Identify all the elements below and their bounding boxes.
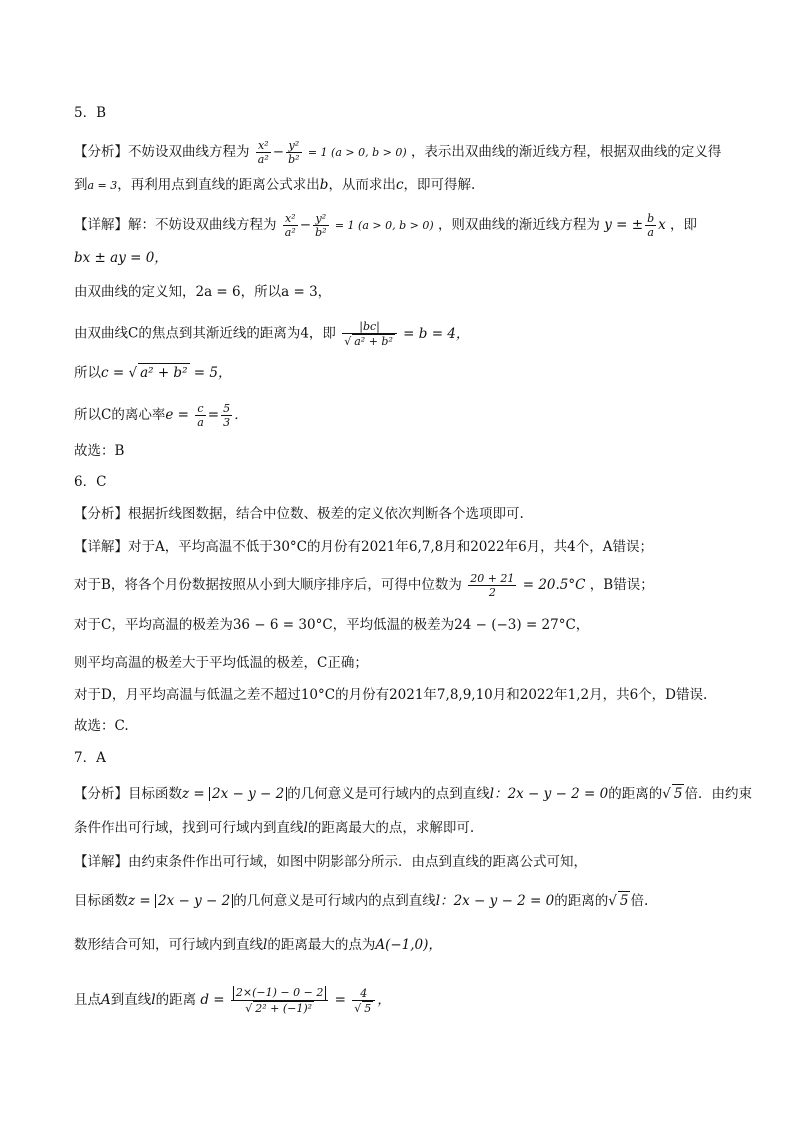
- analysis-7-line-1: 【分析】目标函数z = 2x − y − 2 的几何意义是可行域内的点到直线l：2x − y − 2 = 0的距离的√ 5 倍．由约束: [74, 786, 752, 802]
- detail-6-line-3: 对于C，平均高温的极差为36 − 6 = 30°C，平均低温的极差为24 − (−3) = 27°C，: [74, 617, 590, 633]
- answer-7-heading: 7．A: [74, 750, 106, 766]
- text: 【分析】不妨设双曲线方程为: [74, 144, 250, 160]
- hyperbola-equation: $\frac{\text{x²}}{\text{a²}}$ − $\frac{\text{y²}}{\text{b²}}$ = 1 (a > 0, b > 0): [257, 139, 407, 166]
- detail-6-line-1: 【详解】对于A，平均高温不低于30°C的月份有2021年6,7,8月和2022年6月，共4个，A错误；: [74, 539, 653, 555]
- analysis-7-line-2: 条件作出可行域，找到可行域内到直线l的距离最大的点，求解即可.: [74, 820, 475, 836]
- detail-6-line-5: 对于D，月平均高温与低温之差不超过10°C的月份有2021年7,8,9,10月和2022年1,2月，共6个，D错误.: [74, 687, 708, 703]
- text: 5．B: [74, 105, 107, 121]
- choice-5: 故选：B: [74, 443, 125, 459]
- detail-6-line-2: 对于B，将各个月份数据按照从小到大顺序排序后，可得中位数为 $\frac{20 + 21}{2}$ = 20.5°C ，B错误；: [74, 572, 654, 599]
- analysis-6: 【分析】根据折线图数据，结合中位数、极差的定义依次判断各个选项即可.: [74, 506, 524, 522]
- detail-7-line-2: 目标函数z = 2x − y − 2 的几何意义是可行域内的点到直线l：2x − y − 2 = 0的距离的√ 5 倍.: [74, 893, 649, 909]
- detail-5-line-2: 由双曲线的定义知，2a = 6，所以a = 3，: [74, 284, 332, 300]
- text: ，表示出双曲线的渐近线方程，根据双曲线的定义得: [410, 144, 722, 160]
- detail-7-line-4: 且点A到直线l的距离 d = $\frac{2\times(-1) - 0 - 2}{\text{√ 2² + (−1)²}}$ = $\frac{4}{√ 5}$ ，: [74, 986, 391, 1015]
- asymptote-equation: bx ± ay = 0，: [74, 250, 168, 266]
- choice-6: 故选：C.: [74, 718, 129, 734]
- answer-5-heading: [74, 104, 754, 122]
- detail-5-line-5: 所以C的离心率e = $\frac{c}{a}$ = $\frac{5}{3}$ ．: [74, 402, 248, 429]
- detail-5-line-1: 【详解】解：不妨设双曲线方程为 $\frac{\text{x²}}{\text{a²}}$ − $\frac{\text{y²}}{\text{b²}}$ = 1 (a > 0, b > 0) ，则双曲线的渐近线方程为 y = ± $\frac{b}{a}$ x ，即: [74, 212, 698, 239]
- detail-7-line-3: 数形结合可知，可行域内到直线l的距离最大的点为A(−1,0)，: [74, 937, 442, 953]
- detail-7-line-1: 【详解】由约束条件作出可行域，如图中阴影部分所示．由点到直线的距离公式可知，: [74, 854, 587, 870]
- detail-5-line-3: 由双曲线C的焦点到其渐近线的距离为4，即 $\frac{|bc|}{\text{√ a² + b²}}$ = b = 4，: [74, 320, 470, 348]
- analysis-5-line-1: [74, 139, 754, 166]
- detail-6-line-4: 则平均高温的极差大于平均低温的极差，C正确；: [74, 655, 368, 671]
- analysis-5-line-2: 到a = 3，再利用点到直线的距离公式求出b，从而求出c，即可得解.: [74, 177, 476, 193]
- detail-5-line-4: 所以c = √ a² + b² = 5，: [74, 365, 232, 381]
- answer-6-heading: 6．C: [74, 474, 107, 490]
